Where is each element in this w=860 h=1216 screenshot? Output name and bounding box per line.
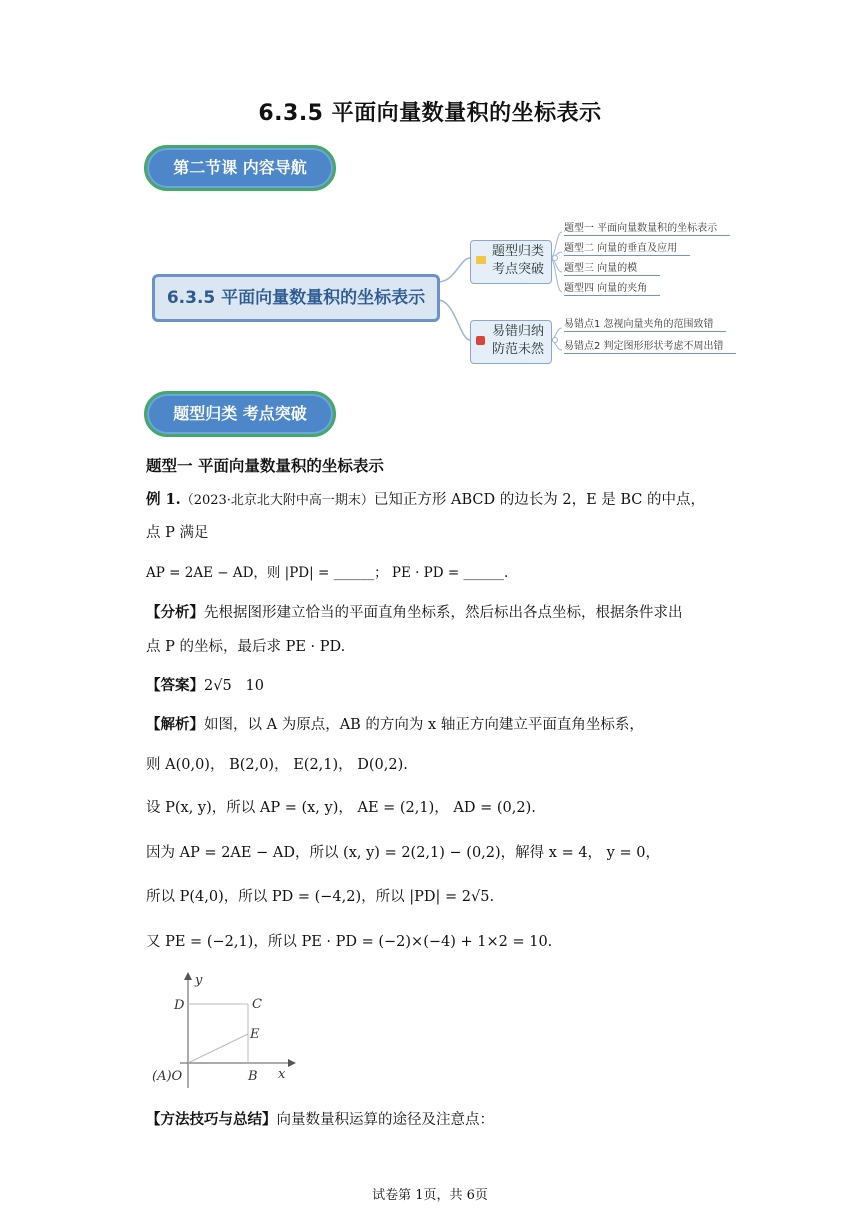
solution-line-4: 因为 AP = 2AE − AD，所以 (x, y) = 2(2,1) − (0,2)，解得 x = 4， y = 0， [146, 845, 660, 861]
method-line [146, 1110, 494, 1130]
mindmap-branch-line2: 防范未然 [491, 342, 544, 357]
analysis-line-2: 点 P 的坐标，最后求 PE · PD. [146, 639, 346, 655]
example-1-line-1 [146, 490, 705, 511]
answer-value-2: 10 [245, 678, 264, 694]
mindmap-leaf: 易错点1 忽视向量夹角的范围致错 [564, 315, 726, 332]
label-b: B [248, 1069, 258, 1084]
answer-label: 【答案】 [146, 677, 204, 694]
section-pill-label: 第二节课 内容导航 [173, 158, 307, 177]
solution-line-2: 则 A(0,0)， B(2,0)， E(2,1)， D(0,2). [146, 757, 408, 773]
page-footer: 试卷第 1页，共 6页 [372, 1188, 488, 1203]
label-e: E [250, 1027, 260, 1042]
folder-icon [476, 256, 486, 264]
mindmap-branch-line1: 易错归纳 [491, 324, 544, 339]
label-d: D [174, 998, 185, 1013]
y-axis-arrow [184, 972, 192, 980]
mindmap-branch-question-types [470, 240, 552, 284]
solution-line-3: 设 P(x, y)，所以 AP = (x, y)， AE = (2,1)， AD = (0,2). [146, 800, 536, 816]
label-c: C [252, 997, 262, 1012]
label-x: x [278, 1067, 286, 1082]
method-text: 向量数量积运算的途径及注意点： [276, 1112, 494, 1128]
solution-label: 【解析】 [146, 716, 204, 733]
coordinate-figure [144, 966, 304, 1096]
example-text: 已知正方形 ABCD 的边长为 2，E 是 BC 的中点， [373, 492, 706, 508]
mindmap-leaf: 题型一 平面向量数量积的坐标表示 [564, 219, 730, 236]
example-1-formula: AP = 2AE − AD，则 |PD| = ______； PE · PD = ______. [146, 565, 509, 581]
mindmap-leaf: 易错点2 判定图形形状考虑不周出错 [564, 337, 736, 354]
solution-text: 如图，以 A 为原点，AB 的方向为 x 轴正方向建立平面直角坐标系， [204, 717, 644, 733]
solution-line-5: 所以 P(4,0)，所以 PD = (−4,2)，所以 |PD| = 2√5. [146, 889, 495, 905]
heading-question-type-1: 题型一 平面向量数量积的坐标表示 [146, 457, 384, 475]
label-origin: (A)O [152, 1069, 183, 1084]
solution-line-1 [146, 715, 644, 735]
analysis-label: 【分析】 [146, 604, 204, 621]
section-pill-question-types [144, 391, 336, 437]
example-source: （2023·北京北大附中高一期末） [180, 493, 374, 508]
mindmap-branch-common-errors [470, 320, 552, 364]
solution-line-6: 又 PE = (−2,1)，所以 PE · PD = (−2)×(−4) + 1×2 = 10. [146, 934, 553, 950]
mindmap-root [152, 274, 440, 322]
analysis-line-1 [146, 603, 683, 623]
example-1-line-2: 点 P 满足 [146, 525, 209, 541]
mindmap-leaf: 题型二 向量的垂直及应用 [564, 239, 690, 256]
x-axis-arrow [288, 1059, 296, 1067]
segment-ae [188, 1034, 248, 1063]
mindmap-branch-line1: 题型归类 [491, 244, 544, 259]
analysis-text: 先根据图形建立恰当的平面直角坐标系，然后标出各点坐标，根据条件求出 [204, 605, 683, 621]
page-title: 6.3.5 平面向量数量积的坐标表示 [258, 101, 602, 126]
mindmap-root-label: 6.3.5 平面向量数量积的坐标表示 [166, 288, 426, 308]
method-label: 【方法技巧与总结】 [146, 1111, 277, 1128]
section-pill-label: 题型归类 考点突破 [173, 404, 307, 423]
label-y: y [195, 973, 203, 988]
example-label: 例 1. [146, 491, 181, 508]
answer-line [146, 676, 264, 696]
mindmap-branch-line2: 考点突破 [491, 262, 544, 277]
warning-icon [476, 336, 485, 345]
mindmap-leaf: 题型三 向量的模 [564, 259, 660, 276]
answer-value-1: 2√5 [204, 678, 232, 694]
mindmap-leaf: 题型四 向量的夹角 [564, 279, 660, 296]
